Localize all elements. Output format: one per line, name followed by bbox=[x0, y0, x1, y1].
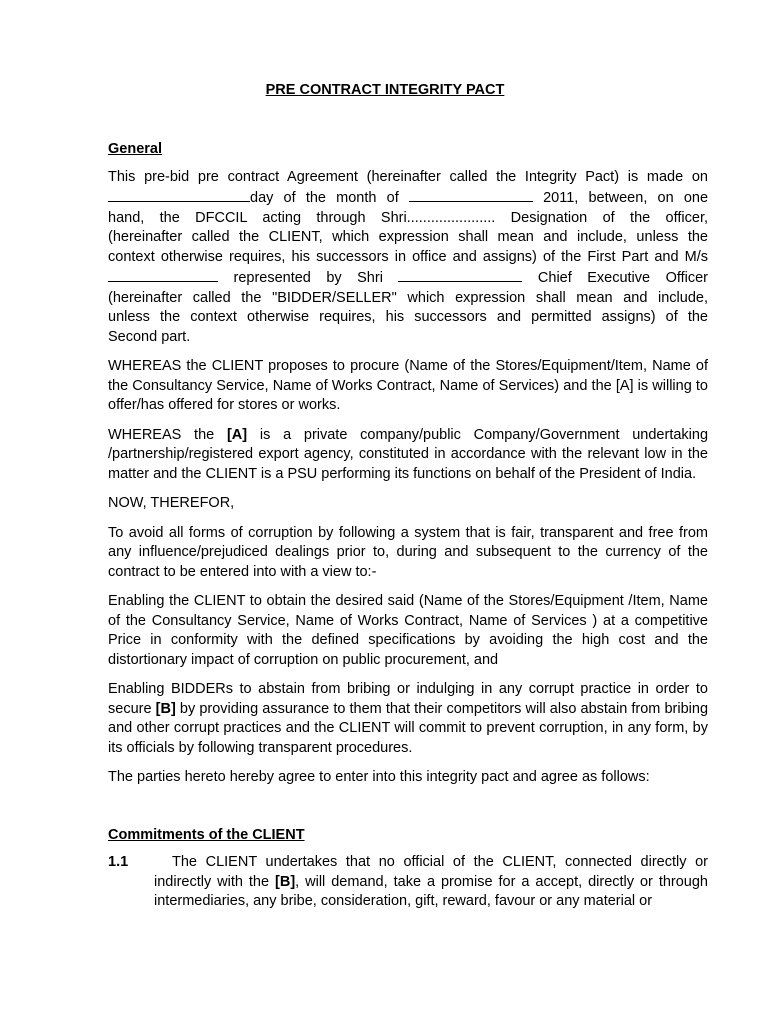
intro-line-6 bbox=[108, 267, 708, 289]
intro-line-9: Second part. bbox=[108, 328, 191, 345]
intro-paragraph bbox=[108, 168, 708, 348]
intro-line-4: (hereinafter called the CLIENT, which expression shall mean and include, unless the bbox=[108, 229, 708, 245]
general-heading: General bbox=[108, 141, 162, 157]
intro-line-7: (hereinafter called the "BIDDER/SELLER" which expression shall mean and include, bbox=[108, 289, 708, 306]
intro-line-2-a: day of the month of bbox=[250, 190, 399, 206]
clause-1-1-pre: The CLIENT undertakes that no official of the CLIENT, connected directly or indirectly with the bbox=[154, 854, 708, 890]
whereas-paragraph-1: WHEREAS the CLIENT proposes to procure (Name of the Stores/Equipment/Item, Name of the Consultancy Service, Name of Works Contract, Name of Services) and the [A] is willing to offer/has offered for stores or works. bbox=[108, 358, 708, 413]
company-blank bbox=[108, 267, 218, 282]
month-blank bbox=[409, 187, 533, 202]
intro-line-3: hand, the DFCCIL acting through Shri...................... Designation of the officer, bbox=[108, 209, 708, 226]
intro-line-5: context otherwise requires, his successors in office and assigns) of the First Part and M/s bbox=[108, 248, 708, 265]
whereas-2-bold: [A] bbox=[226, 426, 248, 443]
section-spacer bbox=[108, 798, 708, 826]
document-title: PRE CONTRACT INTEGRITY PACT bbox=[265, 82, 505, 98]
enabling-bidders-post: by providing assurance to them that their competitors will also abstain from bribing and other corrupt practices and the CLIENT will commit to prevent corruption, in any form, by its officials by following transparent procedures. bbox=[108, 700, 709, 756]
enabling-client-paragraph: Enabling the CLIENT to obtain the desired said (Name of the Stores/Equipment /Item, Name of the Consultancy Service, Name of Works Contract, Name of Services ) at a competitive Price in conformity with the defined specifications by avoiding the high cost and the distortionary impact of corruption on public procurement, and bbox=[108, 593, 708, 668]
intro-line-6-b: Chief Executive Officer bbox=[537, 270, 709, 286]
clause-number: 1.1 bbox=[108, 854, 129, 870]
commitments-heading: Commitments of the CLIENT bbox=[108, 826, 305, 843]
date-day-blank bbox=[108, 187, 250, 202]
parties-paragraph: The parties hereto hereby agree to enter into this integrity pact and agree as follows: bbox=[108, 769, 650, 785]
enabling-bidders-bold: [B] bbox=[155, 700, 176, 717]
representative-blank bbox=[398, 267, 522, 282]
whereas-2-post: is a private company/public Company/Government undertaking /partnership/registered export agency, constituted in accordance with the relevant low in the matter and the CLIENT is a PSU performing its functions on behalf of the President of India. bbox=[108, 426, 709, 482]
whereas-2-pre: WHEREAS the bbox=[108, 426, 215, 443]
clause-1-1-bold: [B] bbox=[275, 873, 296, 890]
enabling-bidders-pre: Enabling BIDDERs to abstain from bribing or indulging in any corrupt practice in order to secure bbox=[108, 681, 708, 717]
intro-line-2 bbox=[108, 187, 708, 209]
avoid-corruption-paragraph: To avoid all forms of corruption by following a system that is fair, transparent and free from any influence/prejudiced dealings prior to, during and subsequent to the currency of the contract to be entered into with a view to:- bbox=[108, 524, 708, 580]
whereas-paragraph-2 bbox=[108, 426, 708, 485]
intro-line-1: This pre-bid pre contract Agreement (hereinafter called the Integrity Pact) is made on bbox=[108, 168, 708, 185]
clause-1-1-post: , will demand, take a promise for a accept, directly or through intermediaries, any bribe, consideration, gift, reward, favour or any material or bbox=[154, 873, 708, 909]
enabling-bidders-paragraph bbox=[108, 680, 708, 758]
clause-1-1 bbox=[108, 853, 708, 912]
intro-line-8: unless the context otherwise requires, his successors and permitted assigns) of the bbox=[108, 309, 708, 325]
document-body bbox=[108, 140, 708, 912]
now-therefor: NOW, THEREFOR, bbox=[108, 495, 235, 511]
intro-line-6-a: represented by Shri bbox=[233, 270, 383, 286]
intro-line-2-b: 2011, between, on one bbox=[543, 190, 709, 206]
